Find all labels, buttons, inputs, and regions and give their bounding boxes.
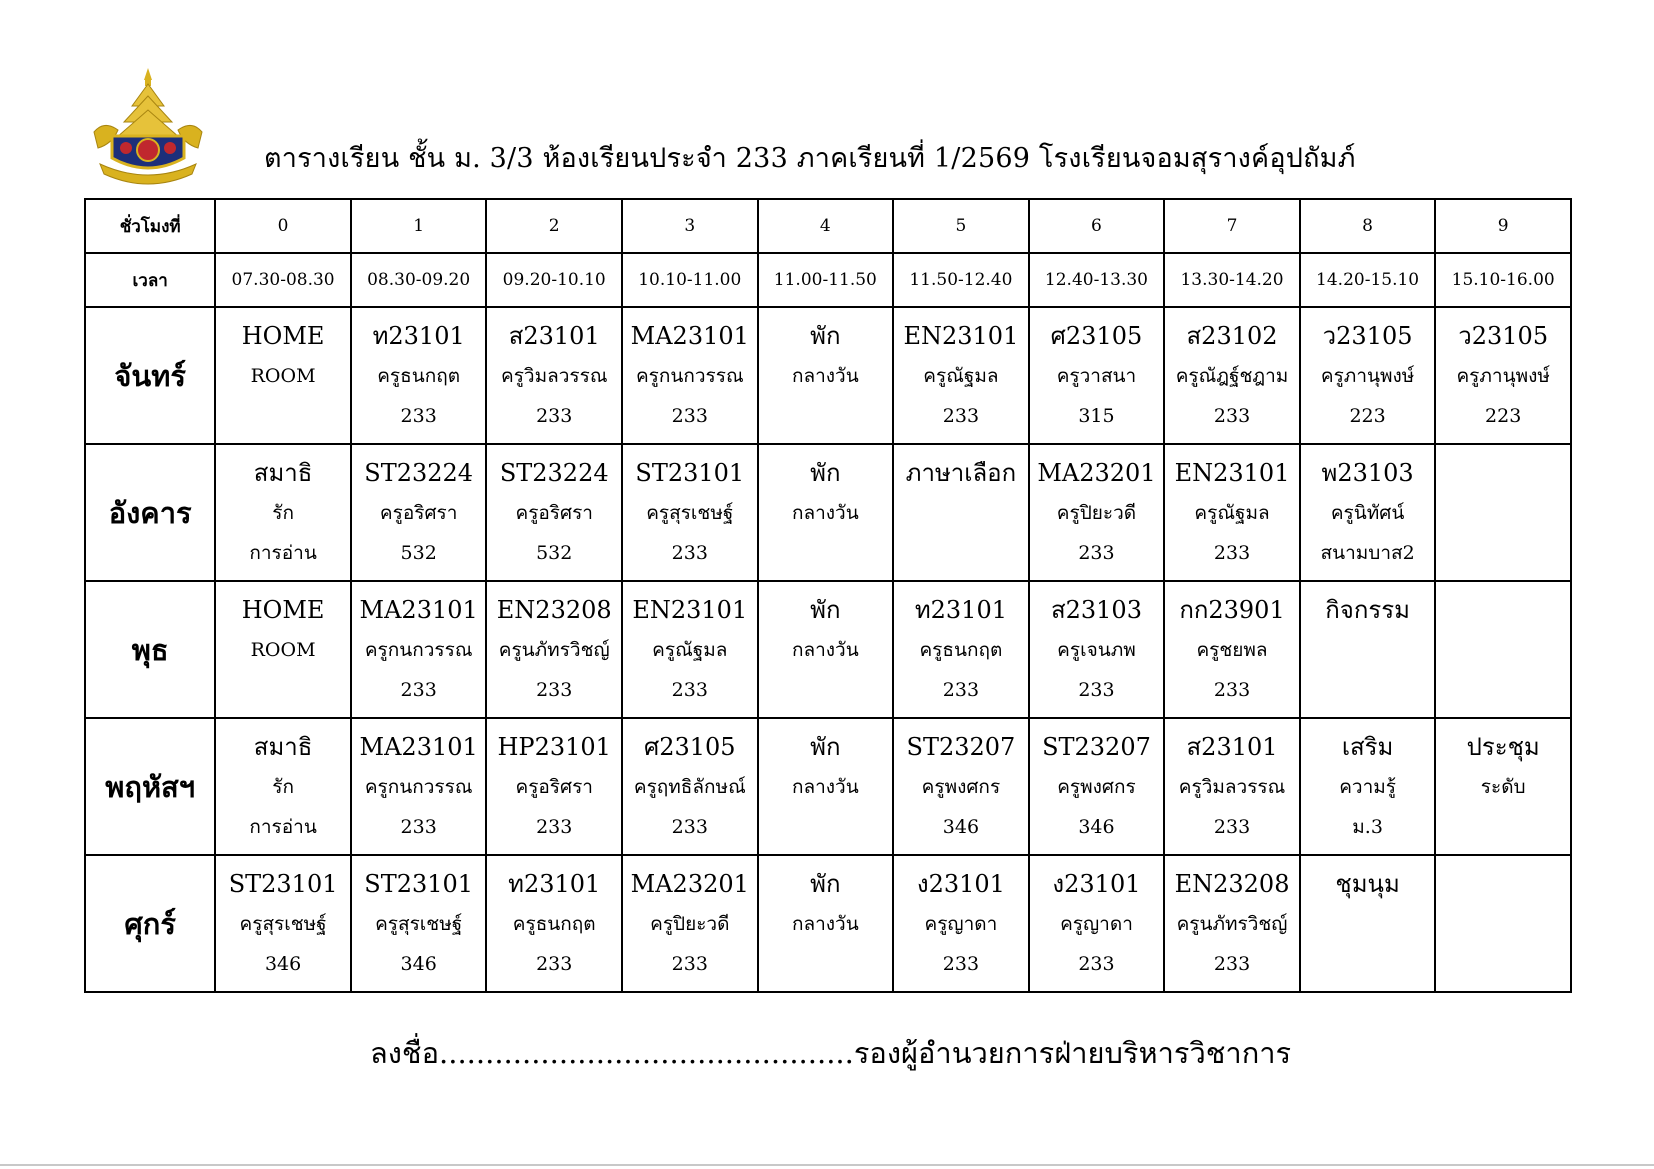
school-logo (84, 66, 212, 192)
day-row (85, 444, 1571, 581)
subject-code: ส23101 (1186, 733, 1278, 761)
schedule-cell (1164, 581, 1300, 718)
schedule-cell (351, 307, 487, 444)
period-number: 7 (1164, 199, 1300, 253)
period-number: 9 (1435, 199, 1571, 253)
subject-code: ชุมนุม (1335, 870, 1400, 898)
day-name: ศุกร์ (85, 855, 215, 992)
time-slot: 11.50-12.40 (893, 253, 1029, 307)
teacher-name: กลางวัน (791, 776, 859, 798)
room-number: 233 (671, 542, 708, 564)
teacher-name: ครูธนกฤต (512, 913, 596, 935)
subject-code: HP23101 (497, 733, 611, 761)
schedule-cell (1164, 444, 1300, 581)
teacher-name: ครูวิมลวรรณ (1178, 776, 1286, 798)
teacher-name: ครูนิทัศน์ (1330, 502, 1405, 524)
schedule-cell (1029, 855, 1165, 992)
schedule-cell (758, 718, 894, 855)
period-number: 2 (486, 199, 622, 253)
schedule-cell (351, 581, 487, 718)
schedule-cell (215, 718, 351, 855)
subject-code: MA23201 (1037, 459, 1156, 487)
subject-code: สมาธิ (253, 733, 313, 761)
subject-code: ST23101 (364, 870, 474, 898)
teacher-name: ครูณัฐมล (923, 365, 999, 387)
subject-code: MA23201 (630, 870, 749, 898)
room-number: ม.3 (1352, 816, 1383, 838)
subject-code: ST23207 (1042, 733, 1151, 761)
schedule-cell (622, 444, 758, 581)
subject-code: ST23224 (364, 459, 474, 487)
schedule-cell (1435, 581, 1571, 718)
room-number: 223 (1349, 405, 1386, 427)
teacher-name: ครูนภัทรวิชญ์ (1176, 913, 1288, 935)
teacher-name: ครูสุรเชษฐ์ (646, 502, 734, 524)
subject-code: MA23101 (630, 322, 749, 350)
teacher-name: ครูภานุพงษ์ (1456, 365, 1550, 387)
room-number: 346 (400, 953, 437, 975)
schedule-cell (486, 307, 622, 444)
subject-code: ST23207 (906, 733, 1016, 761)
period-number: 5 (893, 199, 1029, 253)
time-row (85, 253, 1571, 307)
day-name: จันทร์ (85, 307, 215, 444)
schedule-cell (351, 444, 487, 581)
subject-code: ท23101 (508, 870, 601, 898)
time-slot: 11.00-11.50 (758, 253, 894, 307)
teacher-name: ครูกนกวรรณ (364, 639, 473, 661)
schedule-cell (1300, 444, 1436, 581)
schedule-cell (1300, 581, 1436, 718)
time-slot: 15.10-16.00 (1435, 253, 1571, 307)
subject-code: ศ23105 (643, 733, 736, 761)
teacher-name: ครูภานุพงษ์ (1320, 365, 1415, 387)
day-row (85, 307, 1571, 444)
schedule-cell (1435, 718, 1571, 855)
subject-code: ง23101 (916, 870, 1005, 898)
time-slot: 08.30-09.20 (351, 253, 487, 307)
room-number: 233 (1213, 405, 1251, 427)
schedule-cell (486, 444, 622, 581)
teacher-name: ครูณัฎฐ์ชฎาม (1175, 365, 1289, 387)
schedule-cell (486, 581, 622, 718)
room-number: 233 (942, 953, 980, 975)
teacher-name: รัก (272, 776, 294, 798)
teacher-name: ครูพงศกร (1057, 776, 1136, 798)
schedule-cell (1164, 855, 1300, 992)
period-label: ชั่วโมงที่ (85, 199, 215, 253)
teacher-name: ครูกนกวรรณ (364, 776, 473, 798)
room-number: 233 (1213, 542, 1251, 564)
subject-code: ว23105 (1322, 322, 1413, 350)
school-emblem-icon (84, 66, 212, 192)
subject-code: ST23224 (499, 459, 609, 487)
teacher-name: ครูพงศกร (921, 776, 1001, 798)
teacher-name: กลางวัน (791, 365, 859, 387)
bottom-divider (0, 1164, 1654, 1166)
teacher-name: ครูอริศรา (515, 776, 593, 798)
schedule-cell (758, 581, 894, 718)
schedule-cell (622, 718, 758, 855)
schedule-cell (486, 718, 622, 855)
room-number: 233 (1213, 953, 1251, 975)
subject-code: พัก (810, 733, 841, 761)
room-number: 233 (671, 405, 708, 427)
teacher-name: ครูญาดา (1060, 913, 1133, 935)
subject-code: ศ23105 (1050, 322, 1143, 350)
subject-code: เสริม (1341, 733, 1394, 761)
timetable (84, 198, 1572, 993)
schedule-cell (893, 444, 1029, 581)
teacher-name: ครูชยพล (1196, 639, 1268, 661)
room-number: การอ่าน (249, 816, 317, 838)
subject-code: พัก (810, 322, 841, 350)
teacher-name: กลางวัน (791, 502, 859, 524)
subject-code: ท23101 (372, 322, 465, 350)
time-slot: 12.40-13.30 (1029, 253, 1165, 307)
subject-code: ภาษาเลือก (905, 459, 1017, 487)
teacher-name: ครูสุรเชษฐ์ (239, 913, 327, 935)
room-number: 233 (1078, 953, 1115, 975)
day-name: พุธ (85, 581, 215, 718)
subject-code: พัก (810, 459, 841, 487)
schedule-cell (1029, 307, 1165, 444)
schedule-cell (215, 307, 351, 444)
teacher-name: ความรู้ (1339, 776, 1396, 798)
room-number: 223 (1485, 405, 1522, 427)
teacher-name: ครูปิยะวดี (1056, 502, 1137, 524)
room-number: 233 (671, 679, 708, 701)
room-number: สนามบาส2 (1320, 542, 1415, 564)
schedule-cell (215, 444, 351, 581)
teacher-name: ครูสุรเชษฐ์ (375, 913, 463, 935)
schedule-cell (1435, 855, 1571, 992)
period-number: 4 (758, 199, 894, 253)
teacher-name: ครูกนกวรรณ (635, 365, 744, 387)
day-row (85, 718, 1571, 855)
schedule-cell (1435, 307, 1571, 444)
day-row (85, 855, 1571, 992)
schedule-cell (622, 581, 758, 718)
teacher-name: กลางวัน (791, 639, 859, 661)
subject-code: EN23208 (496, 596, 612, 624)
schedule-cell (1300, 307, 1436, 444)
period-number: 0 (215, 199, 351, 253)
room-number: 233 (1213, 679, 1251, 701)
room-number: 315 (1078, 405, 1115, 427)
subject-code: MA23101 (359, 596, 478, 624)
schedule-cell (1164, 307, 1300, 444)
schedule-cell (1435, 444, 1571, 581)
schedule-cell (893, 855, 1029, 992)
subject-code: กก23901 (1179, 596, 1285, 624)
schedule-cell (351, 718, 487, 855)
schedule-cell (1029, 718, 1165, 855)
teacher-name: ครูปิยะวดี (650, 913, 730, 935)
page-title: ตารางเรียน ชั้น ม. 3/3 ห้องเรียนประจำ 233 ภาคเรียนที่ 1/2569 โรงเรียนจอมสุรางค์อุปถัมภ์ (264, 143, 1356, 174)
teacher-name: ROOM (250, 639, 316, 661)
teacher-name: ครูฤทธิลักษณ์ (633, 776, 746, 798)
subject-code: HOME (241, 596, 325, 624)
period-number: 1 (351, 199, 487, 253)
room-number: 233 (400, 679, 437, 701)
room-number: 233 (1078, 679, 1115, 701)
room-number: 346 (942, 816, 980, 838)
schedule-cell (1029, 581, 1165, 718)
room-number: 532 (536, 542, 573, 564)
room-number: 346 (264, 953, 302, 975)
room-number: 233 (671, 816, 708, 838)
subject-code: EN23101 (632, 596, 748, 624)
room-number: 233 (1213, 816, 1251, 838)
room-number: 233 (671, 953, 708, 975)
teacher-name: ครูอริศรา (379, 502, 458, 524)
schedule-cell (486, 855, 622, 992)
teacher-name: กลางวัน (791, 913, 859, 935)
day-name: อังคาร (85, 444, 215, 581)
schedule-cell (622, 855, 758, 992)
subject-code: พัก (810, 870, 841, 898)
subject-code: ท23101 (914, 596, 1007, 624)
schedule-cell (1300, 718, 1436, 855)
schedule-cell (215, 581, 351, 718)
teacher-name: ครูณัฐมล (652, 639, 728, 661)
room-number: 233 (1078, 542, 1115, 564)
teacher-name: ครูธนกฤต (377, 365, 461, 387)
schedule-cell (758, 307, 894, 444)
schedule-cell (758, 444, 894, 581)
subject-code: EN23208 (1174, 870, 1290, 898)
teacher-name: ROOM (250, 365, 316, 387)
teacher-name: ครูวาสนา (1056, 365, 1137, 387)
subject-code: ง23101 (1052, 870, 1141, 898)
time-slot: 14.20-15.10 (1300, 253, 1436, 307)
room-number: 233 (536, 679, 573, 701)
room-number: 233 (400, 405, 437, 427)
subject-code: กิจกรรม (1325, 596, 1410, 624)
room-number: 532 (400, 542, 437, 564)
subject-code: ST23101 (228, 870, 338, 898)
schedule-cell (1300, 855, 1436, 992)
room-number: 233 (942, 679, 980, 701)
schedule-cell (215, 855, 351, 992)
time-slot: 07.30-08.30 (215, 253, 351, 307)
teacher-name: ครูนภัทรวิชญ์ (498, 639, 610, 661)
schedule-cell (893, 307, 1029, 444)
room-number: 346 (1078, 816, 1115, 838)
teacher-name: ครูเจนภพ (1057, 639, 1136, 661)
teacher-name: ครูณัฐมล (1194, 502, 1270, 524)
subject-code: พ23103 (1321, 459, 1414, 487)
period-number: 8 (1300, 199, 1436, 253)
subject-code: EN23101 (1174, 459, 1290, 487)
schedule-cell (1029, 444, 1165, 581)
room-number: 233 (942, 405, 980, 427)
schedule-cell (758, 855, 894, 992)
day-row (85, 581, 1571, 718)
teacher-name: ครูญาดา (924, 913, 998, 935)
time-slot: 09.20-10.10 (486, 253, 622, 307)
room-number: 233 (536, 405, 573, 427)
period-number: 3 (622, 199, 758, 253)
subject-code: สมาธิ (253, 459, 313, 487)
subject-code: ST23101 (635, 459, 745, 487)
signature-line: ลงชื่อ.............................................รองผู้อำนวยการฝ่ายบริหารวิชาการ (370, 1036, 1292, 1070)
subject-code: HOME (241, 322, 325, 350)
period-header-row (85, 199, 1571, 253)
period-number: 6 (1029, 199, 1165, 253)
day-name: พฤหัสฯ (85, 718, 215, 855)
room-number: 233 (400, 816, 437, 838)
time-slot: 10.10-11.00 (622, 253, 758, 307)
schedule-cell (351, 855, 487, 992)
schedule-cell (1164, 718, 1300, 855)
schedule-cell (893, 581, 1029, 718)
teacher-name: ครูวิมลวรรณ (500, 365, 608, 387)
teacher-name: รัก (272, 502, 294, 524)
subject-code: ประชุม (1466, 733, 1540, 761)
subject-code: ส23101 (508, 322, 600, 350)
time-label: เวลา (85, 253, 215, 307)
subject-code: EN23101 (903, 322, 1019, 350)
teacher-name: ครูธนกฤต (919, 639, 1003, 661)
teacher-name: ระดับ (1480, 776, 1526, 798)
subject-code: ว23105 (1458, 322, 1549, 350)
room-number: 233 (536, 953, 573, 975)
subject-code: ส23103 (1050, 596, 1142, 624)
subject-code: ส23102 (1186, 322, 1278, 350)
room-number: การอ่าน (249, 542, 317, 564)
teacher-name: ครูอริศรา (515, 502, 593, 524)
subject-code: พัก (810, 596, 841, 624)
time-slot: 13.30-14.20 (1164, 253, 1300, 307)
schedule-cell (893, 718, 1029, 855)
schedule-cell (622, 307, 758, 444)
room-number: 233 (536, 816, 573, 838)
subject-code: MA23101 (359, 733, 478, 761)
